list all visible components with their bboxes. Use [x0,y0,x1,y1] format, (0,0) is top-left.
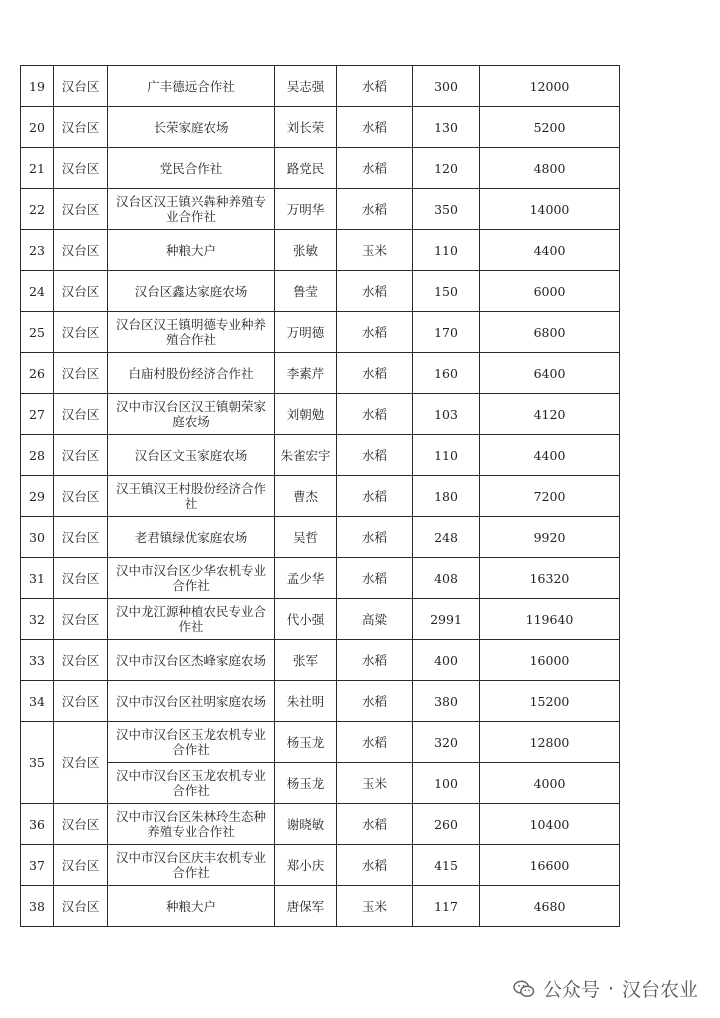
cell-area: 180 [413,476,480,517]
cell-district: 汉台区 [54,640,108,681]
cell-org: 汉中市汉台区玉龙农机专业合作社 [108,763,275,804]
cell-org: 汉中市汉台区朱林玲生态种养殖专业合作社 [108,804,275,845]
cell-no: 25 [21,312,54,353]
cell-amount: 7200 [480,476,620,517]
table-row [21,271,620,312]
cell-crop: 水稻 [337,558,413,599]
cell-crop: 玉米 [337,763,413,804]
cell-person: 万明华 [275,189,337,230]
cell-org: 汉中龙江源种植农民专业合作社 [108,599,275,640]
cell-amount: 15200 [480,681,620,722]
cell-district: 汉台区 [54,107,108,148]
cell-person: 朱社明 [275,681,337,722]
cell-amount: 16320 [480,558,620,599]
cell-person: 张敏 [275,230,337,271]
cell-crop: 玉米 [337,230,413,271]
cell-no: 20 [21,107,54,148]
cell-area: 380 [413,681,480,722]
cell-org: 汉中市汉台区社明家庭农场 [108,681,275,722]
table-row [21,517,620,558]
cell-district: 汉台区 [54,804,108,845]
cell-org: 汉台区汉王镇明德专业种养殖合作社 [108,312,275,353]
cell-person: 朱雀宏宇 [275,435,337,476]
table-row [21,640,620,681]
cell-district: 汉台区 [54,681,108,722]
subsidy-table [20,65,620,927]
cell-amount: 4800 [480,148,620,189]
cell-no: 31 [21,558,54,599]
cell-person: 刘朝勉 [275,394,337,435]
cell-amount: 12000 [480,66,620,107]
cell-district: 汉台区 [54,394,108,435]
cell-area: 300 [413,66,480,107]
cell-person: 郑小庆 [275,845,337,886]
watermark-name: 汉台农业 [621,979,698,1001]
cell-area: 260 [413,804,480,845]
cell-person: 鲁莹 [275,271,337,312]
cell-district: 汉台区 [54,189,108,230]
cell-area: 150 [413,271,480,312]
table-row [21,107,620,148]
cell-amount: 4000 [480,763,620,804]
cell-crop: 水稻 [337,271,413,312]
watermark-account: 公众号 [542,979,600,1001]
cell-org: 白庙村股份经济合作社 [108,353,275,394]
table-row [21,763,620,804]
cell-person: 李素芹 [275,353,337,394]
cell-person: 杨玉龙 [275,763,337,804]
cell-area: 170 [413,312,480,353]
cell-org: 汉台区汉王镇兴犇种养殖专业合作社 [108,189,275,230]
cell-person: 路党民 [275,148,337,189]
table-row [21,599,620,640]
cell-no: 21 [21,148,54,189]
table-row [21,66,620,107]
cell-crop: 水稻 [337,66,413,107]
cell-person: 杨玉龙 [275,722,337,763]
cell-area: 117 [413,886,480,927]
cell-crop: 水稻 [337,148,413,189]
cell-org: 老君镇绿优家庭农场 [108,517,275,558]
cell-district: 汉台区 [54,517,108,558]
cell-person: 谢晓敏 [275,804,337,845]
table-row [21,353,620,394]
cell-crop: 水稻 [337,312,413,353]
cell-crop: 高粱 [337,599,413,640]
table-row [21,681,620,722]
cell-amount: 12800 [480,722,620,763]
cell-no: 27 [21,394,54,435]
table-row [21,230,620,271]
wechat-icon [513,979,535,999]
cell-no: 32 [21,599,54,640]
cell-person: 刘长荣 [275,107,337,148]
watermark-separator: · [607,977,614,1000]
cell-no: 29 [21,476,54,517]
cell-org: 汉台区鑫达家庭农场 [108,271,275,312]
cell-crop: 水稻 [337,517,413,558]
cell-amount: 10400 [480,804,620,845]
cell-org: 汉中市汉台区汉王镇朝荣家庭农场 [108,394,275,435]
cell-crop: 水稻 [337,189,413,230]
cell-district: 汉台区 [54,845,108,886]
cell-amount: 4120 [480,394,620,435]
cell-org: 长荣家庭农场 [108,107,275,148]
cell-person: 吴志强 [275,66,337,107]
table-row [21,312,620,353]
cell-area: 350 [413,189,480,230]
cell-area: 130 [413,107,480,148]
cell-amount: 6000 [480,271,620,312]
table-row [21,435,620,476]
table-row [21,722,620,763]
table-row [21,148,620,189]
cell-person: 孟少华 [275,558,337,599]
cell-person: 代小强 [275,599,337,640]
cell-person: 万明德 [275,312,337,353]
cell-district: 汉台区 [54,435,108,476]
cell-district: 汉台区 [54,312,108,353]
cell-district: 汉台区 [54,66,108,107]
table-row [21,845,620,886]
cell-no: 28 [21,435,54,476]
cell-no: 37 [21,845,54,886]
cell-org: 汉中市汉台区庆丰农机专业合作社 [108,845,275,886]
cell-district: 汉台区 [54,148,108,189]
cell-area: 320 [413,722,480,763]
cell-amount: 119640 [480,599,620,640]
cell-district: 汉台区 [54,476,108,517]
watermark [513,975,698,1002]
cell-crop: 水稻 [337,476,413,517]
cell-no: 24 [21,271,54,312]
cell-amount: 9920 [480,517,620,558]
table-row [21,189,620,230]
cell-org: 汉台区文玉家庭农场 [108,435,275,476]
cell-crop: 水稻 [337,722,413,763]
cell-area: 100 [413,763,480,804]
cell-area: 415 [413,845,480,886]
table-row [21,394,620,435]
cell-district: 汉台区 [54,599,108,640]
cell-district: 汉台区 [54,722,108,804]
cell-amount: 6800 [480,312,620,353]
cell-no: 35 [21,722,54,804]
cell-amount: 4400 [480,435,620,476]
cell-org: 汉中市汉台区玉龙农机专业合作社 [108,722,275,763]
cell-org: 种粮大户 [108,230,275,271]
cell-area: 408 [413,558,480,599]
cell-amount: 16600 [480,845,620,886]
cell-org: 种粮大户 [108,886,275,927]
table-row [21,558,620,599]
cell-amount: 14000 [480,189,620,230]
cell-no: 38 [21,886,54,927]
cell-no: 30 [21,517,54,558]
cell-no: 22 [21,189,54,230]
cell-org: 汉中市汉台区杰峰家庭农场 [108,640,275,681]
table-row [21,804,620,845]
cell-org: 汉王镇汉王村股份经济合作社 [108,476,275,517]
cell-crop: 水稻 [337,353,413,394]
cell-district: 汉台区 [54,886,108,927]
cell-area: 103 [413,394,480,435]
cell-person: 曹杰 [275,476,337,517]
cell-no: 36 [21,804,54,845]
cell-district: 汉台区 [54,271,108,312]
cell-no: 19 [21,66,54,107]
table-row [21,476,620,517]
cell-crop: 水稻 [337,435,413,476]
cell-district: 汉台区 [54,353,108,394]
cell-no: 33 [21,640,54,681]
cell-no: 23 [21,230,54,271]
table-row [21,886,620,927]
cell-district: 汉台区 [54,230,108,271]
cell-amount: 4680 [480,886,620,927]
cell-amount: 4400 [480,230,620,271]
cell-crop: 水稻 [337,681,413,722]
cell-no: 26 [21,353,54,394]
table-body [21,66,620,927]
cell-area: 110 [413,230,480,271]
cell-org: 汉中市汉台区少华农机专业合作社 [108,558,275,599]
cell-amount: 6400 [480,353,620,394]
cell-crop: 水稻 [337,107,413,148]
cell-amount: 5200 [480,107,620,148]
cell-crop: 水稻 [337,845,413,886]
cell-crop: 水稻 [337,640,413,681]
cell-area: 120 [413,148,480,189]
cell-area: 160 [413,353,480,394]
cell-person: 张军 [275,640,337,681]
cell-no: 34 [21,681,54,722]
cell-amount: 16000 [480,640,620,681]
cell-area: 248 [413,517,480,558]
cell-org: 党民合作社 [108,148,275,189]
cell-crop: 玉米 [337,886,413,927]
cell-crop: 水稻 [337,804,413,845]
cell-crop: 水稻 [337,394,413,435]
cell-district: 汉台区 [54,558,108,599]
cell-area: 400 [413,640,480,681]
cell-org: 广丰德远合作社 [108,66,275,107]
cell-person: 吴哲 [275,517,337,558]
cell-person: 唐保军 [275,886,337,927]
cell-area: 110 [413,435,480,476]
cell-area: 2991 [413,599,480,640]
